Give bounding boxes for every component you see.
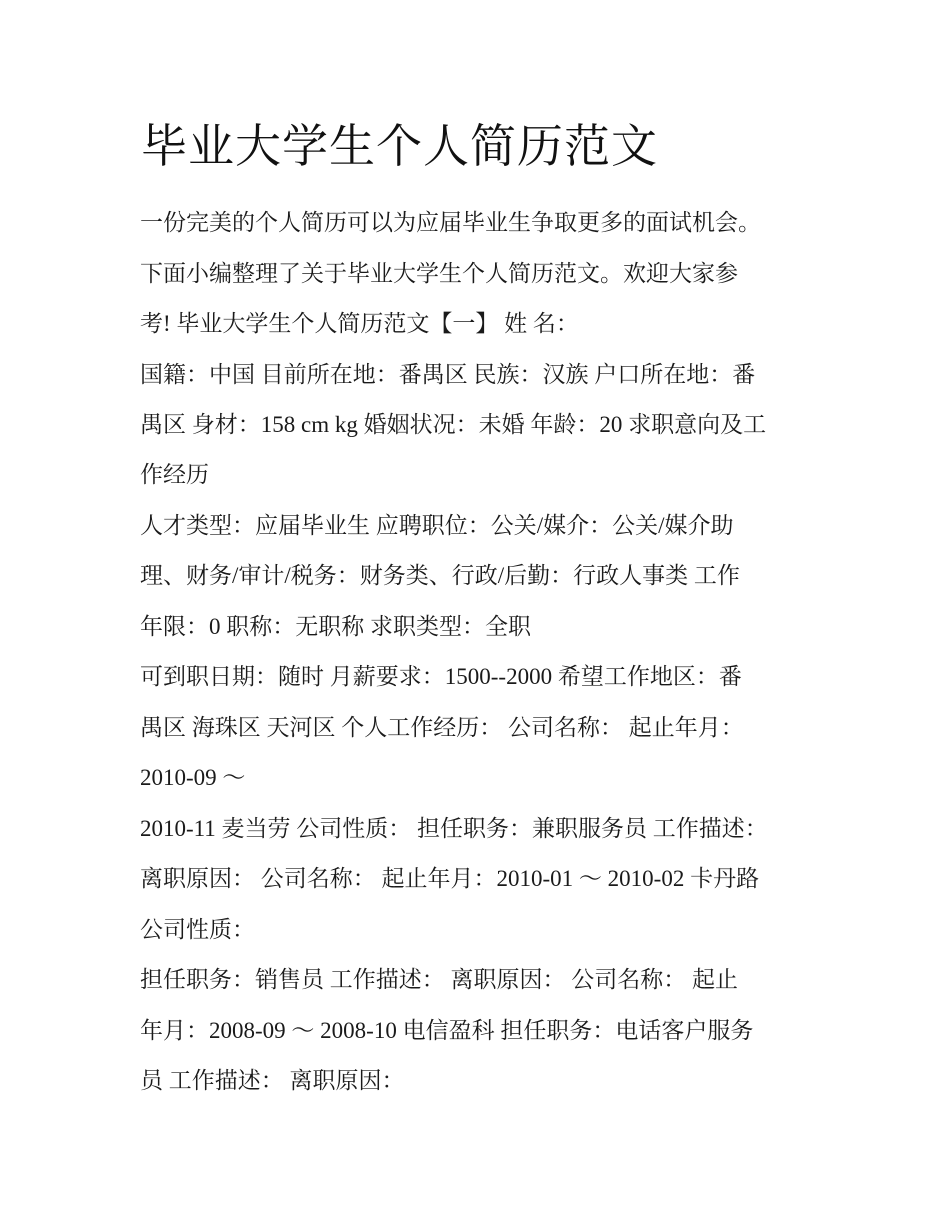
body-line-17: 年月：2008-09 ～ 2008-10 电信盈科 担任职务：电话客户服务 xyxy=(140,1018,754,1043)
body-line-3: 考! 毕业大学生个人简历范文【一】 姓 名： xyxy=(140,311,579,336)
body-line-9: 年限：0 职称：无职称 求职类型：全职 xyxy=(140,614,531,639)
body-line-16: 担任职务：销售员 工作描述： 离职原因： 公司名称： 起止 xyxy=(140,967,738,992)
body-line-8: 理、财务/审计/税务：财务类、行政/后勤：行政人事类 工作 xyxy=(140,563,740,588)
body-line-12: 2010-09 ～ xyxy=(140,765,246,790)
body-line-18: 员 工作描述： 离职原因： xyxy=(140,1068,405,1093)
document-title: 毕业大学生个人简历范文 xyxy=(141,119,658,173)
body-line-4: 国籍：中国 目前所在地：番禺区 民族：汉族 户口所在地：番 xyxy=(140,362,756,387)
body-line-6: 作经历 xyxy=(140,462,209,487)
body-line-7: 人才类型：应届毕业生 应聘职位：公关/媒介：公关/媒介助 xyxy=(140,513,734,538)
body-line-14: 离职原因： 公司名称： 起止年月：2010-01 ～ 2010-02 卡丹路 xyxy=(140,866,760,891)
body-line-11: 禺区 海珠区 天河区 个人工作经历： 公司名称： 起止年月： xyxy=(140,715,744,740)
body-line-5: 禺区 身材：158 cm kg 婚姻状况：未婚 年龄：20 求职意向及工 xyxy=(140,412,767,437)
body-line-1: 一份完美的个人简历可以为应届毕业生争取更多的面试机会。 xyxy=(140,210,761,235)
body-line-15: 公司性质： xyxy=(140,917,255,942)
body-line-13: 2010-11 麦当劳 公司性质： 担任职务：兼职服务员 工作描述： xyxy=(140,816,768,841)
body-line-2: 下面小编整理了关于毕业大学生个人简历范文。欢迎大家参 xyxy=(140,261,738,286)
body-line-10: 可到职日期：随时 月薪要求：1500--2000 希望工作地区：番 xyxy=(140,664,742,689)
